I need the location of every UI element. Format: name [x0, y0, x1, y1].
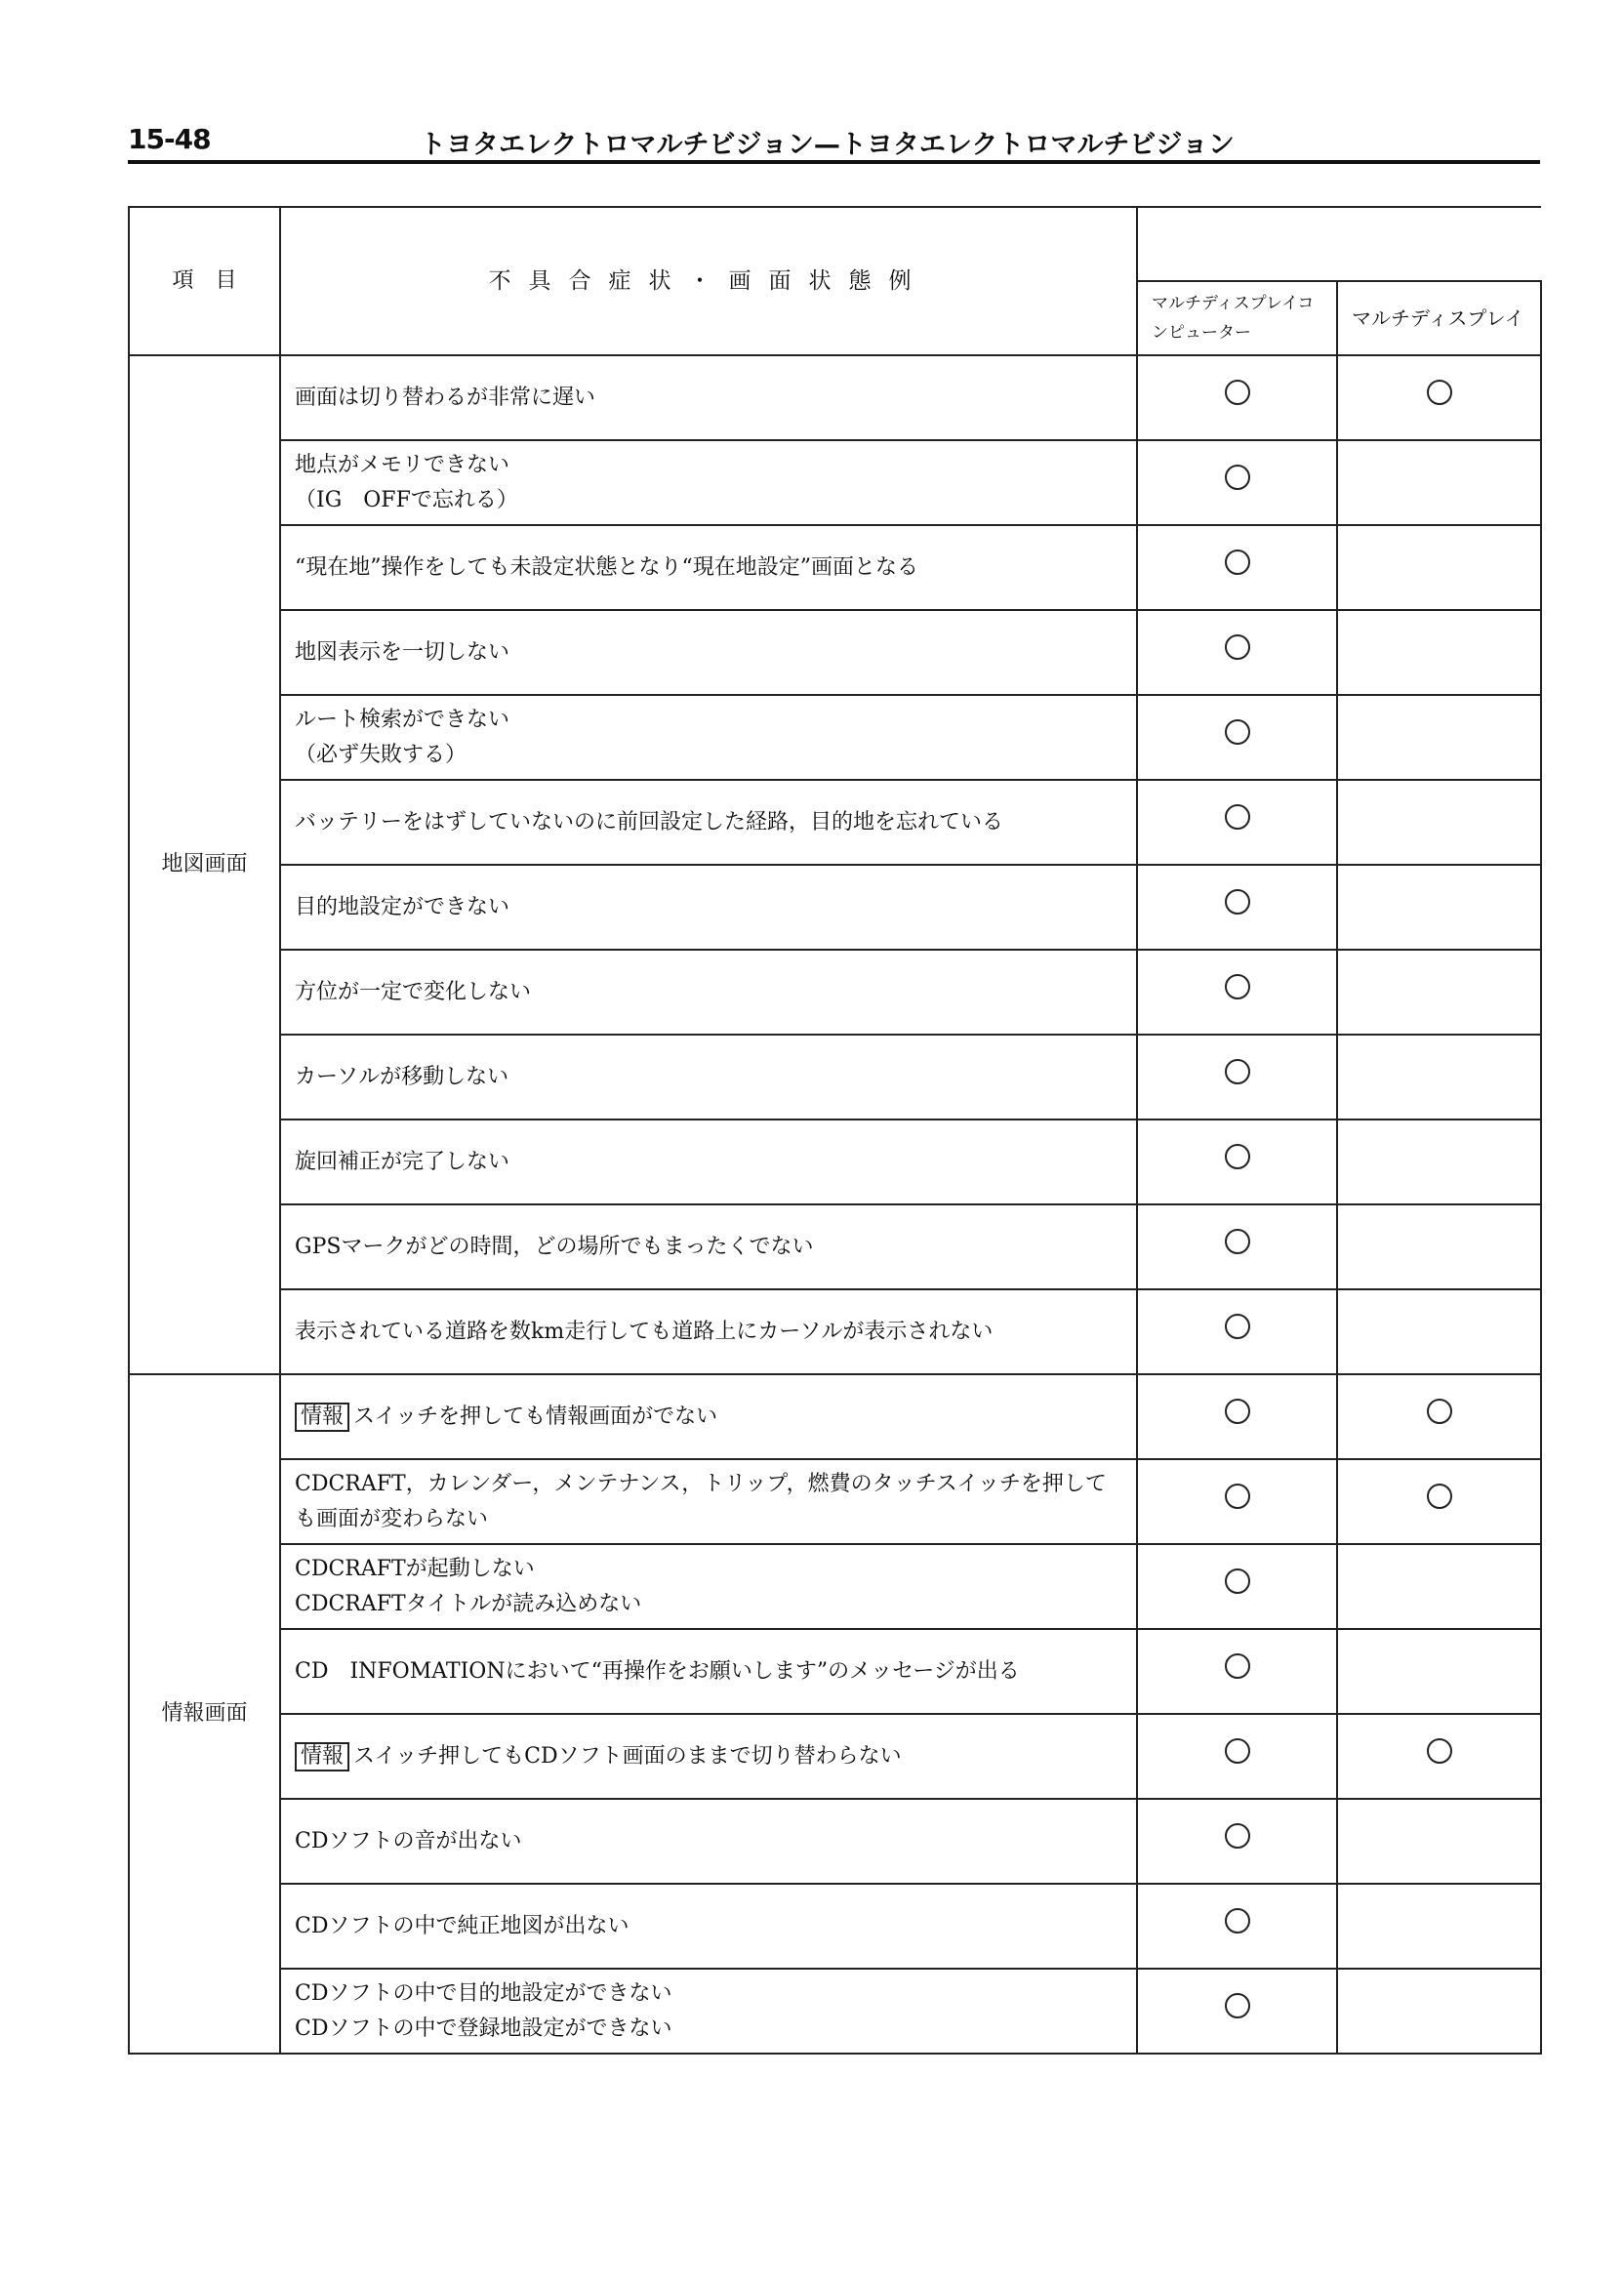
- table-row: [129, 1459, 1541, 1544]
- page-title: トヨタエレクトロマルチビジョン—トヨタエレクトロマルチビジョン: [420, 130, 1235, 160]
- table-row: [129, 950, 1541, 1035]
- circle-mark-icon: [1427, 380, 1452, 405]
- symptom-text: 方位が一定で変化しない: [295, 979, 532, 1004]
- table-row: [129, 355, 1541, 440]
- symptom-cell: [280, 1969, 1137, 2054]
- display-check-cell: [1337, 1969, 1541, 2054]
- symptom-text: GPSマークがどの時間，どの場所でもまったくでない: [295, 1234, 814, 1259]
- display-check-cell: [1337, 1884, 1541, 1969]
- page-number: 15-48: [128, 123, 211, 155]
- table-row: [129, 780, 1541, 865]
- symptom-text: CDCRAFTが起動しない CDCRAFTタイトルが読み込めない: [295, 1556, 642, 1616]
- table-row: [129, 1799, 1541, 1884]
- circle-mark-icon: [1225, 465, 1250, 490]
- display-check-cell: [1337, 1289, 1541, 1374]
- table-row: [129, 1374, 1541, 1459]
- symptom-text: CDCRAFT，カレンダー，メンテナンス，トリップ，燃費のタッチスイッチを押しても画面が変わらない: [295, 1471, 1107, 1531]
- computer-check-cell: [1137, 1459, 1337, 1544]
- switch-label-box: 情報: [295, 1403, 349, 1432]
- symptom-cell: [280, 1035, 1137, 1120]
- symptom-cell: [280, 1459, 1137, 1544]
- computer-check-cell: [1137, 1969, 1337, 2054]
- circle-mark-icon: [1427, 1484, 1452, 1509]
- symptom-cell: [280, 950, 1137, 1035]
- display-check-cell: [1337, 1544, 1541, 1629]
- symptom-text: ルート検索ができない （必ず失敗する）: [295, 707, 510, 767]
- computer-check-cell: [1137, 1544, 1337, 1629]
- symptom-table: [128, 206, 1542, 2055]
- display-check-cell: [1337, 440, 1541, 525]
- computer-check-cell: [1137, 1204, 1337, 1289]
- circle-mark-icon: [1225, 1908, 1250, 1934]
- circle-mark-icon: [1225, 1229, 1250, 1254]
- display-check-cell: [1337, 1035, 1541, 1120]
- symptom-text: “現在地”操作をしても未設定状態となり“現在地設定”画面となる: [295, 554, 918, 580]
- computer-check-cell: [1137, 1799, 1337, 1884]
- display-check-cell: [1337, 1204, 1541, 1289]
- computer-check-cell: [1137, 1884, 1337, 1969]
- table-row: [129, 1120, 1541, 1204]
- circle-mark-icon: [1225, 1399, 1250, 1424]
- symptom-text: 目的地設定ができない: [295, 894, 510, 919]
- display-check-cell: [1337, 780, 1541, 865]
- computer-check-cell: [1137, 1629, 1337, 1714]
- circle-mark-icon: [1225, 1314, 1250, 1339]
- switch-label-box: 情報: [295, 1742, 349, 1771]
- circle-mark-icon: [1225, 1993, 1250, 2018]
- symptom-cell: [280, 1289, 1137, 1374]
- circle-mark-icon: [1427, 1399, 1452, 1424]
- circle-mark-icon: [1225, 380, 1250, 405]
- circle-mark-icon: [1225, 974, 1250, 999]
- symptom-text: スイッチを押しても情報画面がでない: [353, 1404, 718, 1429]
- computer-check-cell: [1137, 1120, 1337, 1204]
- symptom-text: 地点がメモリできない （IG OFFで忘れる）: [295, 452, 518, 512]
- display-check-cell: [1337, 950, 1541, 1035]
- symptom-cell: [280, 440, 1137, 525]
- circle-mark-icon: [1225, 1484, 1250, 1509]
- column-header-computer: マルチディスプレイコンピューター: [1137, 281, 1337, 355]
- symptom-cell: [280, 1374, 1137, 1459]
- table-row: [129, 440, 1541, 525]
- header-rule: [128, 160, 1540, 164]
- column-header-group: [1137, 207, 1541, 281]
- circle-mark-icon: [1225, 1568, 1250, 1594]
- circle-mark-icon: [1225, 550, 1250, 575]
- circle-mark-icon: [1225, 719, 1250, 745]
- table-row: [129, 1204, 1541, 1289]
- symptom-cell: [280, 780, 1137, 865]
- symptom-text: 画面は切り替わるが非常に遅い: [295, 385, 596, 410]
- symptom-cell: [280, 1884, 1137, 1969]
- computer-check-cell: [1137, 695, 1337, 780]
- symptom-text: 表示されている道路を数km走行しても道路上にカーソルが表示されない: [295, 1319, 994, 1344]
- table-row: [129, 1544, 1541, 1629]
- table-row: [129, 1629, 1541, 1714]
- display-check-cell: [1337, 1799, 1541, 1884]
- circle-mark-icon: [1225, 1653, 1250, 1679]
- computer-check-cell: [1137, 865, 1337, 950]
- computer-check-cell: [1137, 1374, 1337, 1459]
- symptom-cell: [280, 1120, 1137, 1204]
- symptom-cell: [280, 865, 1137, 950]
- table-row: [129, 525, 1541, 610]
- computer-check-cell: [1137, 355, 1337, 440]
- table-row: [129, 1884, 1541, 1969]
- circle-mark-icon: [1427, 1738, 1452, 1764]
- symptom-cell: [280, 610, 1137, 695]
- display-check-cell: [1337, 865, 1541, 950]
- display-check-cell: [1337, 1714, 1541, 1799]
- display-check-cell: [1337, 1459, 1541, 1544]
- circle-mark-icon: [1225, 1823, 1250, 1849]
- symptom-cell: [280, 1714, 1137, 1799]
- group-label: 地図画面: [129, 355, 280, 1374]
- circle-mark-icon: [1225, 634, 1250, 660]
- circle-mark-icon: [1225, 1059, 1250, 1084]
- symptom-cell: [280, 525, 1137, 610]
- symptom-text: 地図表示を一切しない: [295, 639, 510, 665]
- table-row: [129, 695, 1541, 780]
- table-row: [129, 865, 1541, 950]
- circle-mark-icon: [1225, 1144, 1250, 1169]
- column-header-item: 項 目: [129, 207, 280, 355]
- symptom-text: CDソフトの中で目的地設定ができない CDソフトの中で登録地設定ができない: [295, 1980, 672, 2041]
- symptom-text: スイッチ押してもCDソフト画面のままで切り替わらない: [353, 1743, 902, 1769]
- computer-check-cell: [1137, 1714, 1337, 1799]
- table-row: [129, 1289, 1541, 1374]
- circle-mark-icon: [1225, 804, 1250, 830]
- column-header-display: マルチディスプレイ: [1337, 281, 1541, 355]
- table-row: [129, 610, 1541, 695]
- computer-check-cell: [1137, 440, 1337, 525]
- circle-mark-icon: [1225, 1738, 1250, 1764]
- symptom-cell: [280, 695, 1137, 780]
- table-row: [129, 1035, 1541, 1120]
- symptom-cell: [280, 355, 1137, 440]
- table-row: [129, 1714, 1541, 1799]
- display-check-cell: [1337, 695, 1541, 780]
- table-row: [129, 1969, 1541, 2054]
- display-check-cell: [1337, 525, 1541, 610]
- symptom-text: カーソルが移動しない: [295, 1064, 509, 1089]
- symptom-cell: [280, 1799, 1137, 1884]
- display-check-cell: [1337, 355, 1541, 440]
- symptom-text: バッテリーをはずしていないのに前回設定した経路，目的地を忘れている: [295, 809, 1004, 835]
- display-check-cell: [1337, 1374, 1541, 1459]
- symptom-cell: [280, 1544, 1137, 1629]
- symptom-text: CD INFOMATIONにおいて“再操作をお願いします”のメッセージが出る: [295, 1658, 1020, 1684]
- symptom-cell: [280, 1204, 1137, 1289]
- display-check-cell: [1337, 1120, 1541, 1204]
- computer-check-cell: [1137, 525, 1337, 610]
- computer-check-cell: [1137, 780, 1337, 865]
- column-header-symptom: 不具合症状・画面状態例: [280, 207, 1137, 355]
- group-label: 情報画面: [129, 1374, 280, 2054]
- computer-check-cell: [1137, 610, 1337, 695]
- display-check-cell: [1337, 610, 1541, 695]
- computer-check-cell: [1137, 1035, 1337, 1120]
- symptom-text: CDソフトの音が出ない: [295, 1828, 522, 1853]
- display-check-cell: [1337, 1629, 1541, 1714]
- computer-check-cell: [1137, 950, 1337, 1035]
- symptom-cell: [280, 1629, 1137, 1714]
- computer-check-cell: [1137, 1289, 1337, 1374]
- circle-mark-icon: [1225, 889, 1250, 915]
- symptom-text: CDソフトの中で純正地図が出ない: [295, 1913, 629, 1938]
- symptom-text: 旋回補正が完了しない: [295, 1149, 510, 1174]
